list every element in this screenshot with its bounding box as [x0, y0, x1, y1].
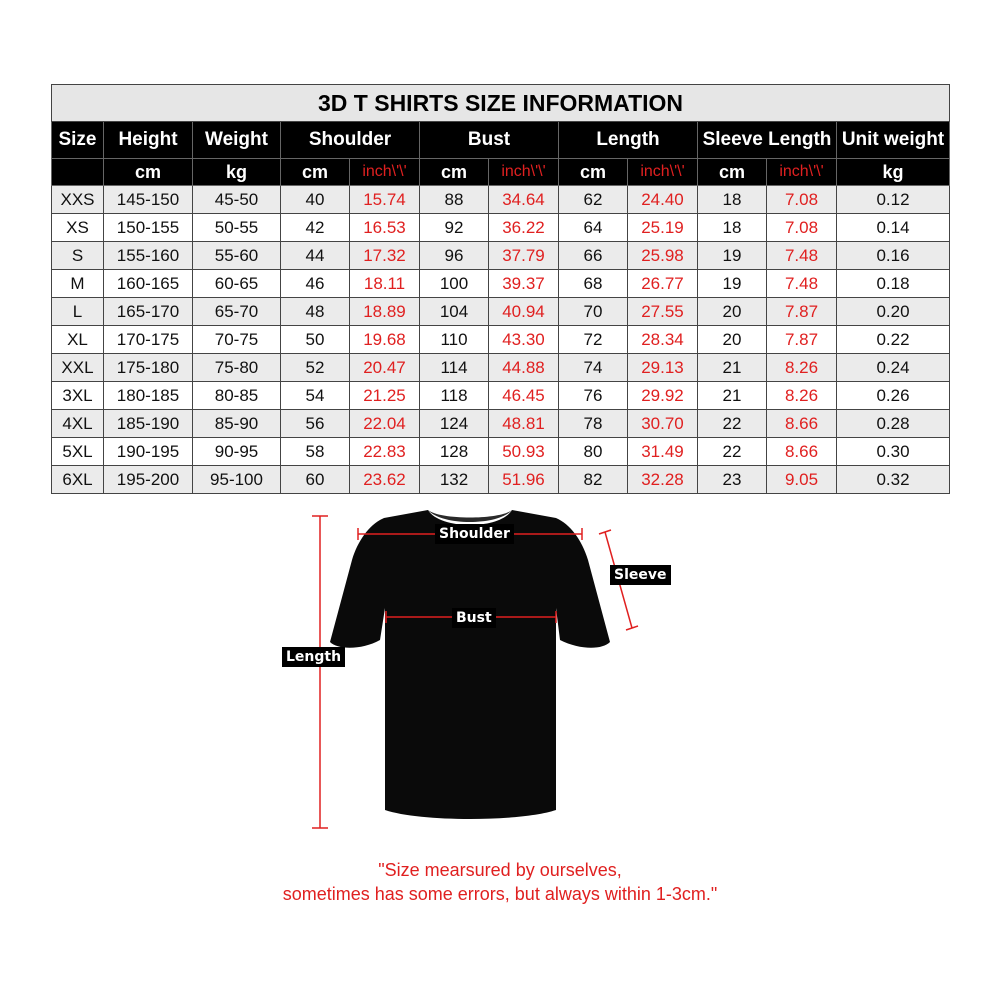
- size-cell: XXL: [52, 354, 104, 382]
- header-size: Size: [52, 122, 104, 159]
- table-cell: 8.26: [767, 354, 837, 382]
- tshirt-diagram: [270, 500, 670, 840]
- size-table: [51, 84, 950, 494]
- table-cell: 66: [559, 242, 628, 270]
- table-cell: 22.83: [350, 438, 420, 466]
- table-cell: 20.47: [350, 354, 420, 382]
- table-cell: 20: [698, 326, 767, 354]
- table-cell: 56: [281, 410, 350, 438]
- length-label: Length: [282, 647, 345, 667]
- table-cell: 50.93: [489, 438, 559, 466]
- table-cell: 132: [420, 466, 489, 494]
- table-cell: 24.40: [628, 186, 698, 214]
- table-cell: 80: [559, 438, 628, 466]
- table-cell: 155-160: [104, 242, 193, 270]
- table-cell: 0.14: [837, 214, 950, 242]
- table-cell: 7.87: [767, 298, 837, 326]
- table-cell: 39.37: [489, 270, 559, 298]
- table-row: [52, 382, 950, 410]
- table-cell: 19.68: [350, 326, 420, 354]
- table-cell: 19: [698, 242, 767, 270]
- table-cell: 76: [559, 382, 628, 410]
- unit-cell: cm: [698, 159, 767, 186]
- table-cell: 0.16: [837, 242, 950, 270]
- table-cell: 96: [420, 242, 489, 270]
- table-cell: 50-55: [193, 214, 281, 242]
- note-line-1: "Size mearsured by ourselves,: [378, 860, 622, 880]
- unit-cell: cm: [559, 159, 628, 186]
- note-line-2: sometimes has some errors, but always within 1-3cm.": [282, 884, 718, 904]
- table-cell: 80-85: [193, 382, 281, 410]
- table-cell: 160-165: [104, 270, 193, 298]
- table-cell: 25.98: [628, 242, 698, 270]
- table-cell: 88: [420, 186, 489, 214]
- table-cell: 128: [420, 438, 489, 466]
- table-cell: 23.62: [350, 466, 420, 494]
- table-cell: 72: [559, 326, 628, 354]
- table-cell: 7.87: [767, 326, 837, 354]
- table-cell: 40: [281, 186, 350, 214]
- table-cell: 68: [559, 270, 628, 298]
- table-cell: 82: [559, 466, 628, 494]
- table-cell: 110: [420, 326, 489, 354]
- unit-cell: inch\'\': [350, 159, 420, 186]
- header-bust: Bust: [420, 122, 559, 159]
- table-row: [52, 242, 950, 270]
- table-cell: 27.55: [628, 298, 698, 326]
- table-cell: 48.81: [489, 410, 559, 438]
- table-cell: 150-155: [104, 214, 193, 242]
- size-cell: M: [52, 270, 104, 298]
- header-weight: Weight: [193, 122, 281, 159]
- table-cell: 180-185: [104, 382, 193, 410]
- table-cell: 8.66: [767, 438, 837, 466]
- table-cell: 18.89: [350, 298, 420, 326]
- unit-cell: cm: [104, 159, 193, 186]
- header-row: [52, 122, 950, 159]
- table-cell: 165-170: [104, 298, 193, 326]
- table-cell: 34.64: [489, 186, 559, 214]
- size-cell: XS: [52, 214, 104, 242]
- table-cell: 22: [698, 410, 767, 438]
- table-cell: 45-50: [193, 186, 281, 214]
- table-cell: 16.53: [350, 214, 420, 242]
- table-cell: 90-95: [193, 438, 281, 466]
- table-cell: 62: [559, 186, 628, 214]
- table-cell: 52: [281, 354, 350, 382]
- table-cell: 100: [420, 270, 489, 298]
- table-cell: 21.25: [350, 382, 420, 410]
- table-cell: 75-80: [193, 354, 281, 382]
- table-row: [52, 466, 950, 494]
- table-cell: 29.13: [628, 354, 698, 382]
- table-cell: 44: [281, 242, 350, 270]
- table-cell: 175-180: [104, 354, 193, 382]
- table-cell: 7.48: [767, 242, 837, 270]
- size-cell: S: [52, 242, 104, 270]
- table-row: [52, 438, 950, 466]
- table-cell: 23: [698, 466, 767, 494]
- table-row: [52, 270, 950, 298]
- table-cell: 31.49: [628, 438, 698, 466]
- table-cell: 50: [281, 326, 350, 354]
- table-cell: 8.26: [767, 382, 837, 410]
- table-cell: 54: [281, 382, 350, 410]
- table-cell: 22: [698, 438, 767, 466]
- table-cell: 18.11: [350, 270, 420, 298]
- table-cell: 21: [698, 382, 767, 410]
- unit-size-blank: [52, 159, 104, 186]
- unit-cell: kg: [837, 159, 950, 186]
- table-cell: 114: [420, 354, 489, 382]
- table-title: 3D T SHIRTS SIZE INFORMATION: [52, 85, 950, 122]
- table-cell: 7.48: [767, 270, 837, 298]
- table-cell: 58: [281, 438, 350, 466]
- table-cell: 21: [698, 354, 767, 382]
- table-cell: 64: [559, 214, 628, 242]
- size-cell: XXS: [52, 186, 104, 214]
- header-unit-weight: Unit weight: [837, 122, 950, 159]
- table-cell: 60-65: [193, 270, 281, 298]
- unit-cell: inch\'\': [489, 159, 559, 186]
- bust-label: Bust: [452, 608, 496, 628]
- table-cell: 0.28: [837, 410, 950, 438]
- table-cell: 46.45: [489, 382, 559, 410]
- table-row: [52, 354, 950, 382]
- table-cell: 65-70: [193, 298, 281, 326]
- table-cell: 44.88: [489, 354, 559, 382]
- table-cell: 7.08: [767, 186, 837, 214]
- table-cell: 37.79: [489, 242, 559, 270]
- table-cell: 43.30: [489, 326, 559, 354]
- table-cell: 9.05: [767, 466, 837, 494]
- size-cell: 5XL: [52, 438, 104, 466]
- table-cell: 70: [559, 298, 628, 326]
- table-cell: 0.18: [837, 270, 950, 298]
- table-cell: 25.19: [628, 214, 698, 242]
- table-cell: 104: [420, 298, 489, 326]
- table-cell: 185-190: [104, 410, 193, 438]
- table-cell: 30.70: [628, 410, 698, 438]
- table-cell: 55-60: [193, 242, 281, 270]
- header-sleeve-length: Sleeve Length: [698, 122, 837, 159]
- table-cell: 0.22: [837, 326, 950, 354]
- table-cell: 124: [420, 410, 489, 438]
- table-cell: 0.32: [837, 466, 950, 494]
- table-cell: 17.32: [350, 242, 420, 270]
- size-cell: L: [52, 298, 104, 326]
- table-cell: 36.22: [489, 214, 559, 242]
- table-cell: 85-90: [193, 410, 281, 438]
- table-cell: 190-195: [104, 438, 193, 466]
- unit-cell: inch\'\': [628, 159, 698, 186]
- table-cell: 22.04: [350, 410, 420, 438]
- table-cell: 195-200: [104, 466, 193, 494]
- table-cell: 8.66: [767, 410, 837, 438]
- size-cell: 3XL: [52, 382, 104, 410]
- table-cell: 7.08: [767, 214, 837, 242]
- table-cell: 46: [281, 270, 350, 298]
- tshirt-shape: [330, 510, 610, 819]
- table-cell: 26.77: [628, 270, 698, 298]
- table-row: [52, 410, 950, 438]
- header-shoulder: Shoulder: [281, 122, 420, 159]
- table-row: [52, 326, 950, 354]
- size-cell: 4XL: [52, 410, 104, 438]
- unit-cell: cm: [420, 159, 489, 186]
- table-row: [52, 298, 950, 326]
- tshirt-svg: [270, 500, 670, 840]
- size-cell: 6XL: [52, 466, 104, 494]
- table-cell: 48: [281, 298, 350, 326]
- table-cell: 51.96: [489, 466, 559, 494]
- table-cell: 32.28: [628, 466, 698, 494]
- table-row: [52, 186, 950, 214]
- unit-cell: cm: [281, 159, 350, 186]
- table-cell: 0.30: [837, 438, 950, 466]
- header-length: Length: [559, 122, 698, 159]
- table-cell: 29.92: [628, 382, 698, 410]
- table-cell: 0.24: [837, 354, 950, 382]
- table-cell: 42: [281, 214, 350, 242]
- table-cell: 15.74: [350, 186, 420, 214]
- sleeve-label: Sleeve: [610, 565, 671, 585]
- shoulder-label: Shoulder: [435, 524, 514, 544]
- table-cell: 0.20: [837, 298, 950, 326]
- table-cell: 118: [420, 382, 489, 410]
- table-cell: 18: [698, 214, 767, 242]
- table-cell: 20: [698, 298, 767, 326]
- table-cell: 92: [420, 214, 489, 242]
- unit-cell: kg: [193, 159, 281, 186]
- unit-cell: inch\'\': [767, 159, 837, 186]
- table-cell: 145-150: [104, 186, 193, 214]
- table-cell: 170-175: [104, 326, 193, 354]
- table-cell: 40.94: [489, 298, 559, 326]
- unit-row: [52, 159, 950, 186]
- table-row: [52, 214, 950, 242]
- size-cell: XL: [52, 326, 104, 354]
- table-cell: 60: [281, 466, 350, 494]
- table-cell: 19: [698, 270, 767, 298]
- table-cell: 18: [698, 186, 767, 214]
- table-cell: 0.12: [837, 186, 950, 214]
- header-height: Height: [104, 122, 193, 159]
- table-cell: 74: [559, 354, 628, 382]
- table-cell: 78: [559, 410, 628, 438]
- table-cell: 95-100: [193, 466, 281, 494]
- table-cell: 70-75: [193, 326, 281, 354]
- table-cell: 0.26: [837, 382, 950, 410]
- length-measure-line: [312, 516, 328, 828]
- table-cell: 28.34: [628, 326, 698, 354]
